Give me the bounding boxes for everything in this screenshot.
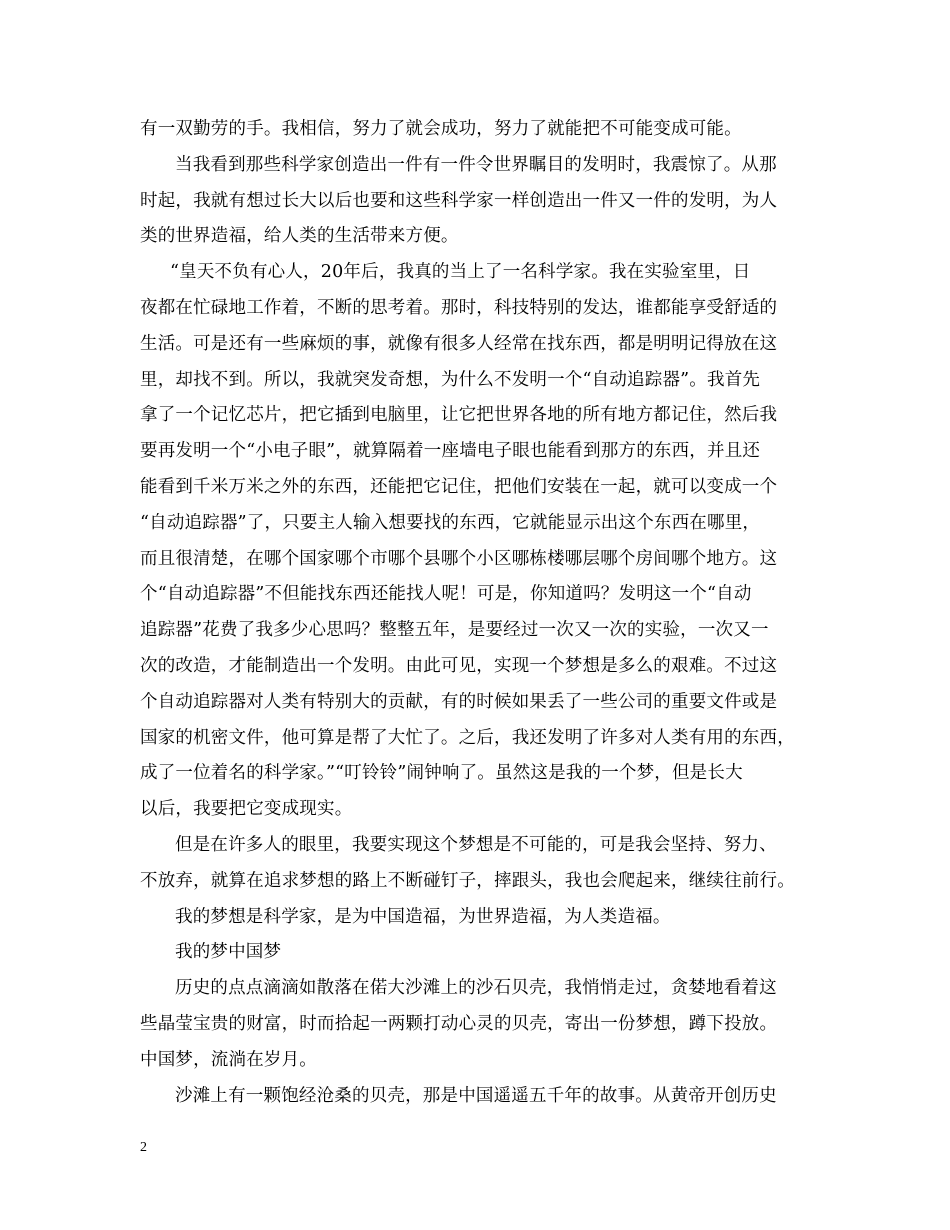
page-number: 2 <box>140 1140 147 1155</box>
paragraph <box>140 148 820 255</box>
text-line: 时起，我就有想过长大以后也要和这些科学家一样创造出一件又一件的发明，为人 <box>140 190 778 211</box>
text-line: 些晶莹宝贵的财富，时而拾起一两颗打动心灵的贝壳，寄出一份梦想，蹲下投放。 <box>140 1013 778 1034</box>
paragraph <box>140 112 820 148</box>
text-line: 不放弃，就算在追求梦想的路上不断碰钉子，摔跟头，我也会爬起来，继续往前行。 <box>140 870 795 891</box>
text-line: 有一双勤劳的手。我相信，努力了就会成功，努力了就能把不可能变成可能。 <box>140 119 742 139</box>
paragraph <box>140 935 820 971</box>
text-line: 夜都在忙碌地工作着，不断的思考着。那时，科技特别的发达，谁都能享受舒适的 <box>140 297 778 318</box>
paragraph <box>140 255 820 828</box>
paragraph <box>140 1079 820 1115</box>
text-line: 成了一位着名的科学家。”“叮铃铃”闹钟响了。虽然这是我的一个梦，但是长大 <box>140 763 743 784</box>
text-line: 但是在许多人的眼里，我要实现这个梦想是不可能的，可是我会坚持、努力、 <box>175 834 777 855</box>
document-body <box>140 112 820 1114</box>
text-line: 里，却找不到。所以，我就突发奇想，为什么不发明一个“自动追踪器”。我首先 <box>140 369 761 390</box>
text-line: 当我看到那些科学家创造出一件有一件令世界瞩目的发明时，我震惊了。从那 <box>175 154 777 175</box>
text-line: 中国梦，流淌在岁月。 <box>140 1049 317 1070</box>
text-line: 以后，我要把它变成现实。 <box>140 799 353 820</box>
text-line: 而且很清楚，在哪个国家哪个市哪个县哪个小区哪栋楼哪层哪个房间哪个地方。这 <box>140 548 778 569</box>
text-line: 要再发明一个“小电子眼”，就算隔着一座墙电子眼也能看到那方的东西，并且还 <box>140 441 761 462</box>
text-line: 国家的机密文件，他可算是帮了大忙了。之后，我还发明了许多对人类有用的东西， <box>140 727 795 748</box>
text-line: 次的改造，才能制造出一个发明。由此可见，实现一个梦想是多么的艰难。不过这 <box>140 655 778 676</box>
text-line: 追踪器”花费了我多少心思吗？整整五年，是要经过一次又一次的实验，一次又一 <box>140 620 769 641</box>
text-line: 拿了一个记忆芯片，把它插到电脑里，让它把世界各地的所有地方都记住，然后我 <box>140 405 778 426</box>
text-line: 个自动追踪器对人类有特别大的贡献，有的时候如果丢了一些公司的重要文件或是 <box>140 691 778 712</box>
text-line: 我的梦中国梦 <box>175 942 282 963</box>
text-line: 历史的点点滴滴如散落在偌大沙滩上的沙石贝壳，我悄悄走过，贪婪地看着这 <box>175 978 777 999</box>
text-line: 沙滩上有一颗饱经沧桑的贝壳，那是中国遥遥五千年的故事。从黄帝开创历史 <box>175 1085 777 1106</box>
text-line: 能看到千米万米之外的东西，还能把它记住，把他们安装在一起，就可以变成一个 <box>140 476 778 497</box>
text-line: “自动追踪器”了，只要主人输入想要找的东西，它就能显示出这个东西在哪里， <box>140 512 761 533</box>
paragraph <box>140 971 820 1078</box>
text-line: “皇天不负有心人，20年后，我真的当上了一名科学家。我在实验室里，日 <box>170 262 751 283</box>
text-line: 生活。可是还有一些麻烦的事，就像有很多人经常在找东西，都是明明记得放在这 <box>140 333 778 354</box>
text-line: 我的梦想是科学家，是为中国造福，为世界造福，为人类造福。 <box>175 906 671 927</box>
paragraph <box>140 828 820 900</box>
text-line: 个“自动追踪器”不但能找东西还能找人呢！可是，你知道吗？发明这一个“自动 <box>140 584 752 605</box>
paragraph <box>140 900 820 936</box>
text-line: 类的世界造福，给人类的生活带来方便。 <box>140 226 459 247</box>
